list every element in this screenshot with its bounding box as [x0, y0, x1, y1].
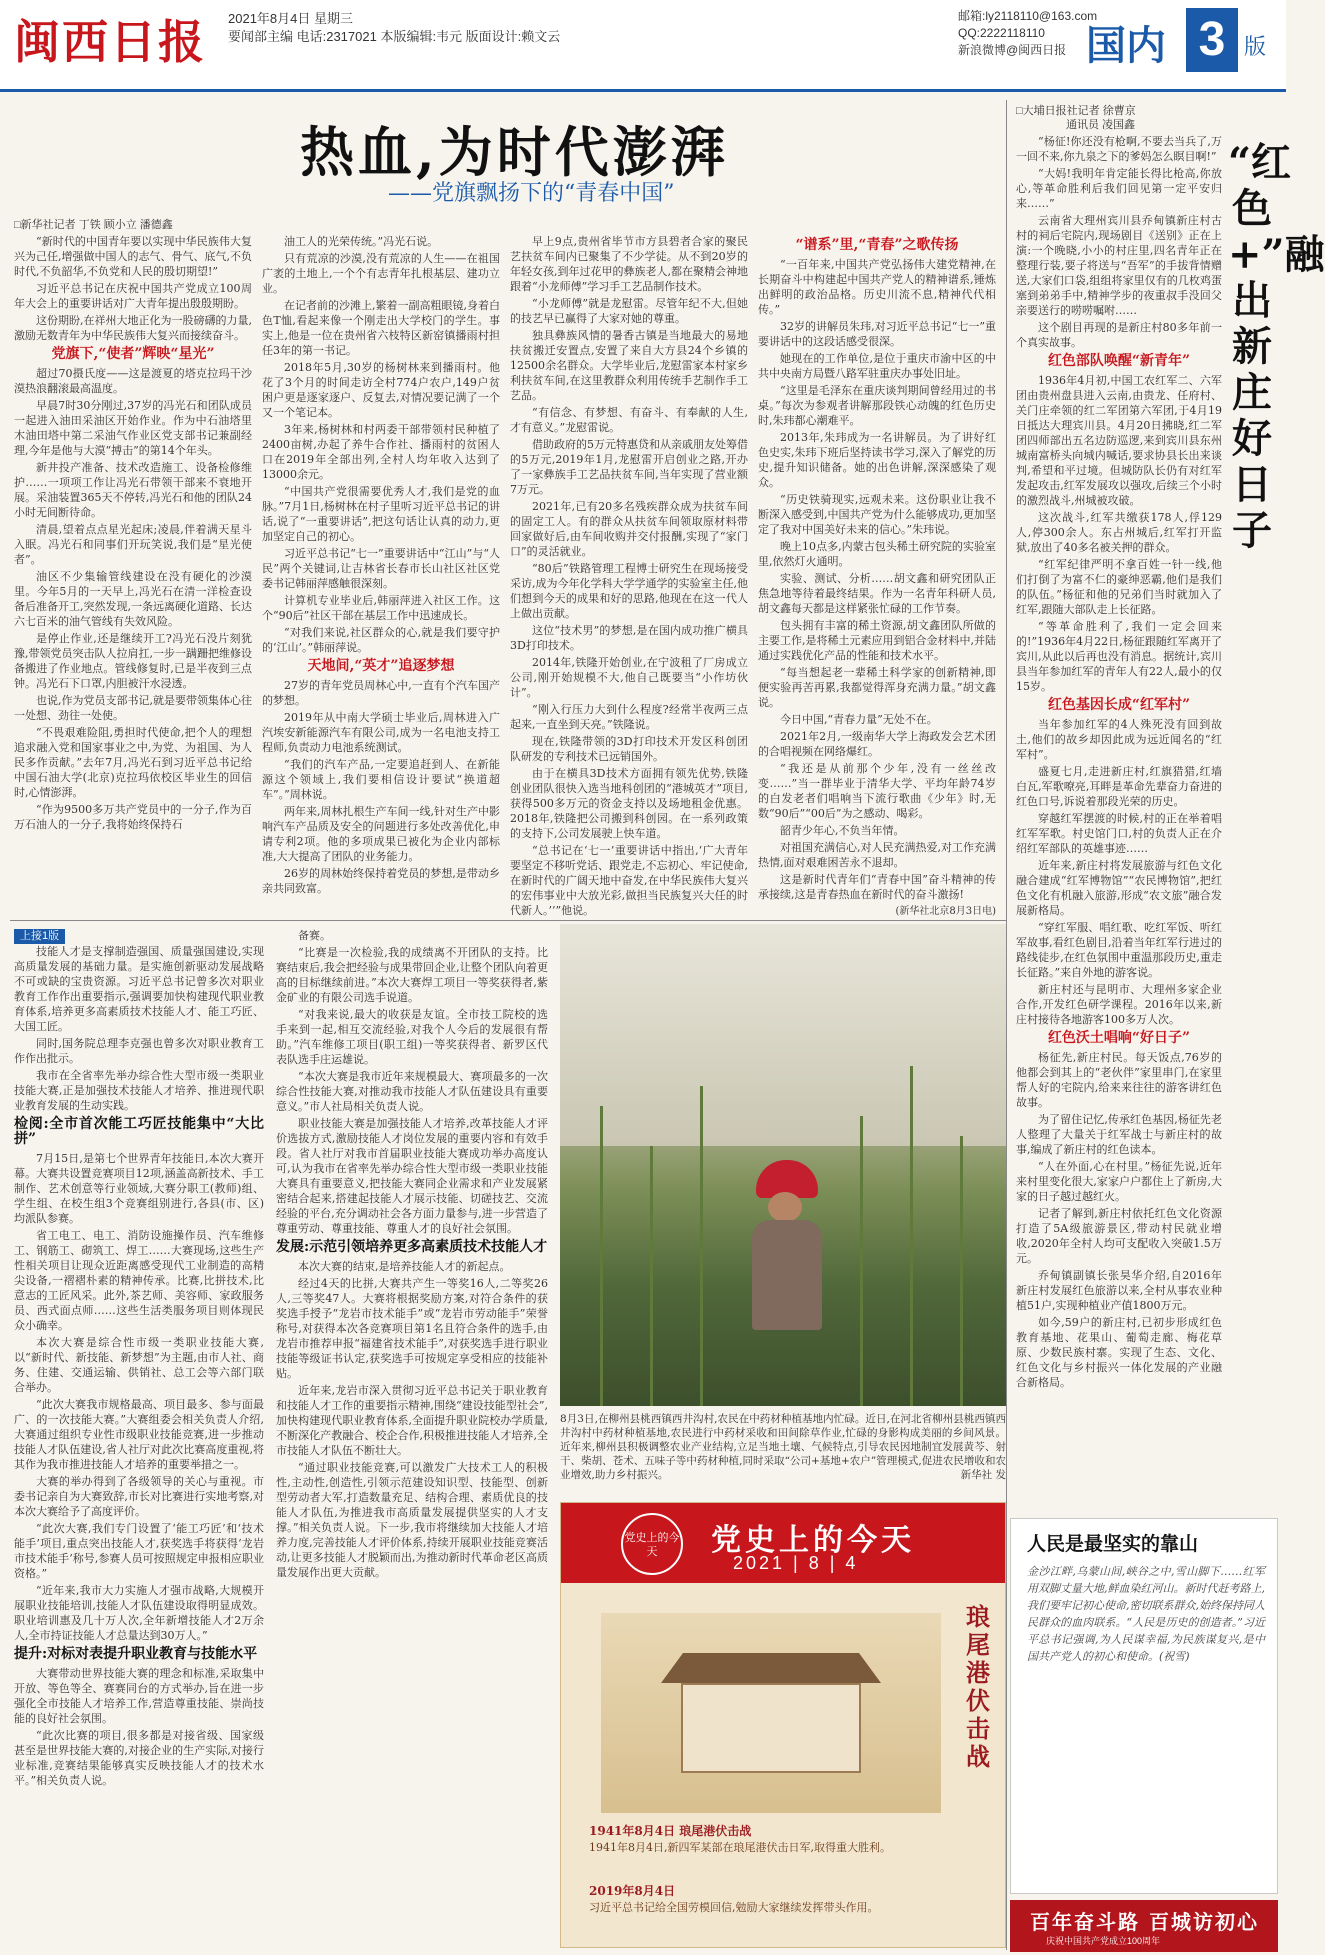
lead-dateline: (新华社北京8月3日电): [895, 906, 996, 917]
lower-subhead-3: 发展:示范引领培养更多高素质技术技能人才: [276, 1239, 548, 1255]
lead-column-1: [14, 234, 252, 924]
divider: [1006, 100, 1007, 1950]
paragraph: 新庄村还与昆明市、大理州多家企业合作,开发红色研学课程。2016年以来,新庄村接待各地游客100多万人次。: [1016, 983, 1222, 1026]
paragraph: “有信念、有梦想、有奋斗、有奉献的人生,才有意义。”龙慰雷说。: [510, 406, 748, 434]
lead-col2-subhead: 天地间,“英才”追逐梦想: [307, 658, 455, 674]
sidebar-subhead-3: 红色沃土唱响“好日子”: [1047, 1030, 1191, 1046]
paragraph: 经过4天的比拼,大赛共产生一等奖16人,二等奖26人,三等奖47人。大赛将根据奖励方案,对符合条件的获奖选手授予“龙岩市技术能手”或“龙岩市劳动能手”荣誉称号,对获得本次各竞赛项目第1名且符合条件的选手,由龙岩市推荐申报“福建省技术能手”,对获奖选手进行职业技能等级证书认定,获奖选手可按规定享受相应的技能补贴。: [276, 1277, 548, 1380]
paragraph: 2014年,铁隆开始创业,在宁波租了厂房成立公司,刚开始规模不大,他自己既要当“小作坊伙计”。: [510, 656, 748, 699]
paragraph: “对我们来说,社区群众的心,就是我们要守护的‘江山’。”韩丽萍说。: [262, 626, 500, 654]
masthead: [0, 0, 1286, 92]
paragraph: 盛夏七月,走进新庄村,红旗猎猎,红墙白瓦,军歌嘹亮,耳畔是革命先辈奋力奋进的红色口号,诉说着那段光荣的历史。: [1016, 765, 1222, 808]
paragraph: 新井投产准备、技术改造施工、设备检修维护……一项项工作让冯光石带领干部来不衰地开展。采油装置365天不停转,冯光石和他的团队24小时无间断待命。: [14, 461, 252, 519]
lead-col4-subhead: “谱系”里,“青春”之歌传扬: [795, 237, 959, 253]
paragraph: “人在外面,心在村里。”杨征先说,近年来村里变化很大,家家户户都住上了新房,大家的日子越过越红火。: [1016, 1160, 1222, 1203]
paragraph: 这次战斗,红军共缴获178人,俘129人,停300余人。东占州城后,红军打开监狱,放出了40多名被关押的群众。: [1016, 511, 1222, 554]
plant-stalk: [700, 1086, 703, 1406]
paragraph: 这位“技术男”的梦想,是在国内成功推广横具3D打印技术。: [510, 624, 748, 652]
history-card-1-title: 1941年8月4日 琅尾港伏击战: [589, 1824, 752, 1838]
page-suffix: 版: [1244, 34, 1267, 59]
history-title: 党史上的今天: [711, 1523, 915, 1558]
paragraph: “穿红军服、唱红歌、吃红军饭、听红军故事,看红色剧目,沿着当年红军行进过的路线徒步,在红色氛围中重温那段历史,重走长征路。”来自外地的游客说。: [1016, 921, 1222, 979]
banner-line-1: 百年奋斗路 百城访初心: [1030, 1910, 1259, 1934]
paragraph: 如今,59户的新庄村,已初步形成红色教育基地、花果山、葡萄走廊、梅花草原、少数民族村寨。实现了生态、文化、红色文化与乡村振兴一体化发展的产业融合新格局。: [1016, 1316, 1222, 1389]
paragraph: 这份期盼,在祥州大地正化为一股磅礴的力量,激励无数青年为中华民族伟大复兴而接续奋斗。: [14, 314, 252, 342]
paragraph: 32岁的讲解员朱玮,对习近平总书记“七一”重要讲话中的这段话感受很深。: [758, 320, 996, 348]
pavilion-wall: [681, 1683, 861, 1773]
sidebar-subhead-2: 红色基因长成“红军村”: [1047, 697, 1191, 713]
paragraph: “这里是毛泽东在重庆谈判期间曾经用过的书桌。”每次为参观者讲解那段铁心动魄的红色历史时,朱玮都心潮难平。: [758, 384, 996, 427]
paragraph: 本次大赛的结束,是培养技能人才的新起点。: [298, 1260, 511, 1273]
lead-column-3: [510, 234, 748, 924]
paragraph: 是停止作业,还是继续开工?冯光石没片刻犹豫,带领党员突击队人拉肩扛,一步一蹒跚把维修设备搬进了作业地点。管线修复时,已是半夜到三点钟。冯光石下口罩,内胆被汗水浸透。: [14, 632, 252, 690]
lead-column-4: [758, 234, 996, 924]
commentary-box: [1010, 1518, 1278, 1894]
paragraph: 3年来,杨树林和村两委干部带领村民种植了2400亩树,办起了养牛合作社、播雨村的贫困人口在2019年全部出列,全村人均年收入达到了13000余元。: [262, 423, 500, 481]
plant-stalk: [650, 1146, 653, 1406]
paragraph: 职业技能大赛是加强技能人才培养,改革技能人才评价选拔方式,激励技能人才岗位发展的重要内容和有效手段。省人社厅对我市首届职业技能大赛成功举办高度认可,认为我市在省率先举办综合性大型市级一类职业技能大赛具有重要意义,把技能大赛同企业需求和产业发展紧密结合起来,搭建起技能人才展示技能、切磋技艺、交流经验的平台,充分调动社会各方面力量参与,进一步营造了尊重劳动、尊重技能、尊重人才的良好社会氛围。: [276, 1117, 548, 1235]
lower-subhead-1: 检阅:全市首次能工巧匠技能集中“大比拼”: [14, 1116, 264, 1147]
page-number: 3: [1186, 8, 1238, 72]
plant-stalk: [910, 1066, 913, 1406]
lower-column-2: [276, 928, 548, 1948]
paragraph: “不畏艰难险阻,勇担时代使命,把个人的理想追求融入党和国家事业之中,为党、为祖国、为人民多作贡献。”去年7月,冯光石到习近平总书记给中国石油大学(北京)克拉玛依校区毕业生的回信时,心情澎湃。: [14, 726, 252, 799]
paragraph: “小龙师傅”就是龙慰雷。尽管年纪不大,但她的技艺早已赢得了大家对她的尊重。: [510, 297, 748, 325]
paragraph: 由于在横具3D技术方面拥有领先优势,铁隆创业团队很快入选当地科创团的“港城英才”项目,获得500多万元的资金支持以及场地租金优惠。2018年,铁隆把公司搬到科创园。在一系列政策的支持下,公司发展驶上快车道。: [510, 767, 748, 840]
paragraph: 近年来,新庄村将发展旅游与红色文化融合建成“红军博物馆”“农民博物馆”,把红色文化有机融入旅游,形成“农文旅”融合发展新格局。: [1016, 859, 1222, 917]
paragraph: 为了留住记忆,传承红色基因,杨征先老人整理了大量关于红军战士与新庄村的故事,编成了新庄村的红色读本。: [1016, 1113, 1222, 1156]
history-vertical-title: 琅尾港伏击战: [966, 1602, 990, 1771]
paragraph: 包头拥有丰富的稀土资源,胡文鑫团队所做的主要工作,是将稀土元素应用到铝合金材料中,并陆通过实践优化产品的性能和技术水平。: [758, 619, 996, 662]
paragraph: 计算机专业毕业后,韩丽萍进入社区工作。这个“90后”社区干部在基层工作中迅速成长。: [262, 594, 500, 622]
paragraph: 乔甸镇副镇长张昊华介绍,自2016年新庄村发展红色旅游以来,全村从事农业种植51户,实现种植业产值1800万元。: [1016, 1269, 1222, 1312]
paragraph: 2013年,朱玮成为一名讲解员。为了讲好红色史实,朱玮下班后坚持读书学习,深入了解党的历史,提升知识储备。她的出色讲解,深深感染了观众。: [758, 431, 996, 489]
paragraph: 我市在全省率先举办综合性大型市级一类职业技能大赛,正是加强技术技能人才培养、推进现代职业教育发展的生动实践。: [14, 1069, 264, 1112]
paragraph: 记者了解到,新庄村依托红色文化资源打造了5A级旅游景区,带动村民就业增收,2020年全村人均可支配收入突破1.5万元。: [1016, 1207, 1222, 1265]
paragraph: “作为9500多万共产党员中的一分子,作为百万石油人的一分子,我将始终保持石: [14, 803, 252, 831]
section-name: 国内: [1086, 24, 1166, 68]
paragraph: 2021年2月,一级南华大学上海政发会艺术团的合唱视频在网络爆红。: [758, 730, 996, 758]
plant-stalk: [600, 1106, 603, 1406]
paragraph: 油工人的光荣传统。”冯光石说。: [284, 235, 439, 248]
sidebar-byline-1: □大埔日报社记者 徐曹京: [1016, 105, 1136, 117]
paragraph: 独具彝族风情的暑香古镇是当地最大的易地扶贫搬迁安置点,安置了来自大方县24个乡镇的12500余名群众。大学毕业后,龙慰雷家本村家乡利扶贫车间,在这里教群众利用传统手艺制作手工艺品。: [510, 329, 748, 402]
paragraph: 也说,作为党员支部书记,就是要带领集体心往一处想、劲往一处使。: [14, 694, 252, 722]
email[interactable]: 邮箱:ly2118110@163.com: [958, 9, 1098, 23]
paragraph: 超过70摄氏度——这是渡夏的塔克拉玛干沙漠热浪翻滚最高温度。: [14, 367, 252, 395]
paragraph: 26岁的周林始终保持着党员的梦想,是带动乡亲共同致富。: [262, 867, 500, 895]
paragraph: 现在,铁隆带领的3D打印技术开发区科创团队研发的专利技术已远销国外。: [510, 735, 748, 763]
pavilion-roof: [661, 1653, 881, 1683]
paragraph: “一百年来,中国共产党弘扬伟大建党精神,在长期奋斗中构建起中国共产党人的精神谱系,锤炼出鲜明的政治品格。历史川流不息,精神代代相传。”: [758, 258, 996, 316]
paragraph: 杨征先,新庄村民。每天饭点,76岁的他都会到其上的“老伙伴”家里串门,在家里帮人好的宅院内,给来来往往的游客讲红色故事。: [1016, 1051, 1222, 1109]
paragraph: 今日中国,“青春力量”无处不在。: [780, 713, 938, 726]
paragraph: “通过职业技能竞赛,可以激发广大技术工人的积极性,主动性,创造性,引领示范建设知识型、技能型、创新型劳动者大军,打造数量充足、结构合理、素质优良的技能人才队伍,为推进我市高质量发展提供坚实的人才支撑。”相关负责人说。下一步,我市将继续加大技能人才培养力度,完善技能人才评价体系,持续开展职业技能竞赛活动,让更多技能人才脱颖而出,为推动新时代革命老区高质量发展作出更大贡献。: [276, 1461, 548, 1579]
paragraph: “本次大赛是我市近年来规模最大、赛项最多的一次综合性技能大赛,对推动我市技能人才队伍建设具有重要意义。”市人社局相关负责人说。: [276, 1070, 548, 1113]
paragraph: “比赛是一次检验,我的成绩离不开团队的支持。比赛结束后,我会把经验与成果带回企业,让整个团队向着更高的目标继续前进。”本次大赛焊工项目一等奖获得者,紫金矿业的有限公司选手说道。: [276, 946, 548, 1004]
photo-sky: [560, 924, 1006, 1146]
lead-col1-subhead: 党旗下,“使者”辉映“星光”: [51, 346, 215, 362]
paragraph: “此次比赛的项目,很多都是对接省级、国家级甚至是世界技能大赛的,对接企业的生产实际,对接行业标准,竞赛结果能够真实反映技能人才的技术水平。”相关负责人说。: [14, 1729, 264, 1787]
paragraph: “80后”铁路管理工程博士研究生在现场接受采访,成为今年化学科大学学通学的实验室主任,他们想到今天的成果和好的思路,他现在在这一代人上做出贡献。: [510, 562, 748, 620]
campaign-banner: [1010, 1900, 1278, 1952]
paragraph: “每当想起老一辈稀土科学家的创新精神,即便实验再苦再累,我都觉得浑身充满力量。”胡文鑫说。: [758, 666, 996, 709]
paragraph: 习近平总书记“七一”重要讲话中“江山”与“人民”两个关键词,让吉林省长春市长山社区社区党委书记韩丽萍感触很深刻。: [262, 547, 500, 590]
commentary-title: 人民是最坚实的靠山: [1027, 1533, 1199, 1555]
paragraph: 早上9点,贵州省毕节市方县碧者合家的聚民艺扶贫车间内已聚集了不少学徒。从不到20岁的年轻女孩,到年过花甲的彝族老人,都在聚精会神地跟着“小龙师傅”学习手工艺品制作技术。: [510, 235, 748, 293]
banner-line-2: 庆祝中国共产党成立100周年: [1046, 1936, 1161, 1946]
paragraph: 晚上10点多,内蒙古包头稀土研究院的实验室里,依然灯火通明。: [758, 540, 996, 568]
paragraph: 大赛的举办得到了各级领导的关心与重视。市委书记亲自为大赛致辞,市长对比赛进行实地考察,对本次大赛给予了高度评价。: [14, 1475, 264, 1518]
commentary-text: 金沙江畔,乌蒙山间,峡谷之中,雪山脚下……红军用双脚丈量大地,鲜血染红河山。新时代赶考路上,我们要牢记初心使命,密切联系群众,始终保持同人民群众的血肉联系。“人民是历史的创造者。”习近平总书记强调,为人民谋幸福,为民族谋复兴,是中国共产党人的初心和使命。(祝雪): [1027, 1565, 1265, 1663]
sidebar-subhead-1: 红色部队唤醒“新青年”: [1047, 353, 1191, 369]
paragraph: 大赛带动世界技能大赛的理念和标准,采取集中开放、等色等全、赛赛同台的方式举办,旨在进一步强化全市技能人才培养工作,营造尊重技能、崇尚技能的良好社会氛围。: [14, 1667, 264, 1725]
farmer-figure: [736, 1160, 832, 1340]
plant-stalk: [960, 1136, 963, 1406]
paragraph: “大妈!我明年肯定能长得比枪高,你放心,等革命胜利后我们回见第一定平安归来……”: [1016, 167, 1222, 210]
paragraph: 2018年5月,30岁的杨树林来到播雨村。他花了3个月的时间走访全村774户农户,149户贫困户更是逐家逐户、反复去,对情况要记满了一个又一个笔记本。: [262, 361, 500, 419]
paragraph: 油区不少集输管线建设在没有硬化的沙漠里。今年5月的一天早上,冯光石在清一洋检查设备后准备开工,突然发现,一条远离硬化道路、长达六七百米的油气管线有失效风险。: [14, 570, 252, 628]
paragraph: “总书记在‘七一’重要讲话中指出,‘广大青年要坚定不移听党话、跟党走,不忘初心、牢记使命,在新时代的广阔天地中奋发,在中华民族伟大复兴的宏伟事业中大放光彩,做担当民族复兴大任的时代新人。’’”他说。: [510, 844, 748, 917]
photo-caption: [560, 1412, 1006, 1482]
history-date: 2021 | 8 | 4: [733, 1553, 859, 1573]
paragraph: 这个剧目再现的是新庄村80多年前一个真实故事。: [1016, 321, 1222, 349]
paragraph: 备赛。: [298, 929, 331, 942]
photo-credit: 新华社 发: [960, 1469, 1006, 1481]
editor-line: 要闻部主编 电话:2317021 本版编辑:韦元 版面设计:赖文云: [228, 29, 561, 44]
masthead-meta: [228, 10, 560, 46]
paragraph: “对我来说,最大的收获是友谊。全市技工院校的选手来到一起,相互交流经验,对我个人今后的发展很有帮助。”汽车维修工项目(职工组)一等奖获得者、新罗区代表队选手庄运雄说。: [276, 1008, 548, 1066]
paragraph: 韶青少年心,不负当年情。: [780, 824, 905, 837]
paragraph: “等革命胜利了,我们一定会回来的!”1936年4月22日,杨征跟随红军离开了宾川,从此以后再也没有消息。据统计,宾川县当年参加红军的青年人有22人,最小的仅15岁。: [1016, 620, 1222, 693]
history-card-1: [589, 1823, 949, 1856]
paragraph: 7月15日,是第七个世界青年技能日,本次大赛开幕。大赛共设置竞赛项目12项,涵盖高新技术、手工制作、艺术创意等行业领域,大赛分职工(教师)组、学生组、在校生组3个竞赛组别进行,各县(市、区)均派队参赛。: [14, 1152, 264, 1225]
paragraph: 早晨7时30分刚过,37岁的冯光石和团队成员一起进入油田采油区开始作业。作为中石油塔里木油田塔中第二采油气作业区党支部书记兼副经理,今年是他与大漠“搏击”的第14个年头。: [14, 399, 252, 457]
pavilion-illustration: [601, 1613, 941, 1813]
contact-info: [958, 8, 1097, 59]
divider: [10, 920, 1006, 921]
paragraph: 当年参加红军的4人殊死没有回到故土,他们的故乡却因此成为远近闻名的“红军村”。: [1016, 718, 1222, 761]
lead-byline: □新华社记者 丁铁 顾小立 潘德鑫: [14, 219, 173, 231]
history-card-1-text: 1941年8月4日,新四军某部在琅尾港伏击日军,取得重大胜利。: [589, 1841, 891, 1854]
continued-label: 上接1版: [14, 929, 65, 944]
history-panel: [560, 1502, 1006, 1948]
lead-subheadline: ——党旗飘扬下的“青春中国”: [388, 181, 675, 206]
paragraph: 2019年从中南大学硕士毕业后,周林进入广汽埃安新能源汽车有限公司,成为一名电池支持工程师,负责动力电池系统测试。: [262, 711, 500, 754]
lower-subhead-2: 提升:对标对表提升职业教育与技能水平: [14, 1646, 258, 1662]
paragraph: 穿越红军摆渡的时候,村的正在举着唱红军军歌。村史馆门口,村的负责人正在介绍红军部队的英雄事迹……: [1016, 812, 1222, 855]
paragraph: “此次大赛我市规格最高、项目最多、参与面最广、的一次技能大赛。”大赛组委会相关负责人介绍,大赛通过组织专业性市级职业技能竞赛,进一步推动技能人才队伍建设,省人社厅对此次比赛高度重视,将其作为我市推进技能人才培养的重要举措之一。: [14, 1398, 264, 1471]
lead-headline: 热血,为时代澎湃: [300, 120, 729, 184]
paragraph: 清晨,望着点点星光起床;凌晨,伴着满天星斗入眠。冯光石和同事们开玩笑说,我们是“星光使者”。: [14, 523, 252, 566]
lower-column-1: [14, 928, 264, 1948]
paragraph: “近年来,我市大力实施人才强市战略,大规模开展职业技能培训,技能人才队伍建设取得明显成效。职业培训惠及几十万人次,全年新增技能人才2万余人,全市持证技能人才总量达到30万人。”: [14, 1584, 264, 1642]
newspaper-logo: 闽西日报: [14, 15, 206, 69]
paragraph: 技能人才是支撑制造强国、质量强国建设,实现高质量发展的基础力量。是实施创新驱动发展战略不可或缺的宝贵资源。习近平总书记曾多次对职业教育工作作出重要指示,强调要加快构建现代职业教育体系,培养更多高素质技术技能人才、能工巧匠、大国工匠。: [14, 945, 264, 1033]
face: [768, 1192, 802, 1222]
weibo: 新浪微博@闽西日报: [958, 43, 1067, 57]
plant-stalk: [860, 1116, 863, 1406]
paragraph: “中国共产党很需要优秀人才,我们是党的血脉。”7月1日,杨树林在村子里听习近平总书记的讲话,说了“一重要讲话”,把这句话让认真的动力,更加坚定自己的初心。: [262, 485, 500, 543]
paragraph: 两年来,周林扎根生产车间一线,针对生产中影响汽车产品质及安全的问题进行多处改善优化,申请专利2项。他的多项成果已被化为企业内部标准,大大提高了团队的业务能力。: [262, 805, 500, 863]
paragraph: “新时代的中国青年要以实现中华民族伟大复兴为己任,增强做中国人的志气、骨气、底气,不负时代,不负韶华,不负党和人民的殷切期望!”: [14, 235, 252, 278]
paragraph: 在记者前的沙滩上,繁着一副高粗眼镜,身着白色T恤,看起来像一个刚走出大学校门的学生。事实上,他是一位在贵州省六枝特区新窑镇播雨村担任3年的第一书记。: [262, 299, 500, 357]
paragraph: 借助政府的5万元特惠贷和从亲戚朋友处筹借的5万元,2019年1月,龙慰雷开启创业之路,开办了一家彝族手工艺品扶贫车间,当年实现了营业额7万元。: [510, 438, 748, 496]
history-header: [561, 1503, 1005, 1583]
history-badge: 党史上的今天: [621, 1513, 683, 1575]
paragraph: 只有荒凉的沙漠,没有荒凉的人生——在祖国广袤的土地上,一个个有志青年扎根基层、建功立业。: [262, 252, 500, 295]
paragraph: “历史铁骑现实,远观未来。这份职业让我不断深入感受到,中国共产党为什么能够成功,更加坚定了我对中国美好未来的信心。”朱玮说。: [758, 493, 996, 536]
news-photo: [560, 924, 1006, 1406]
paragraph: 对祖国充满信心,对人民充满热爱,对工作充满热情,面对艰难困苦永不退却。: [758, 841, 996, 869]
qq: QQ:2222118110: [958, 26, 1045, 40]
paragraph: 27岁的青年党员周林心中,一直有个汽车国产的梦想。: [262, 679, 500, 707]
paragraph: 这是新时代青年们“青春中国”奋斗精神的传承接续,这是青春热血在新时代的奋斗激扬!: [758, 873, 996, 901]
paragraph: 近年来,龙岩市深入贯彻习近平总书记关于职业教育和技能人才工作的重要指示精神,围绕“建设技能型社会”,加快构建现代职业教育体系,全面提升职业院校办学质量,不断深化产教融合、校企合作,积极推进技能人才培养,全市技能人才队伍不断壮大。: [276, 1384, 548, 1457]
paragraph: “刚入行压力大到什么程度?经常半夜两三点起来,一直坐到天亮。”铁隆说。: [510, 703, 748, 731]
paragraph: 本次大赛是综合性市级一类职业技能大赛,以“新时代、新技能、新梦想”为主题,由市人社、商务、住建、交通运输、供销社、总工会等六部门联合举办。: [14, 1336, 264, 1394]
history-card-2-title: 2019年8月4日: [589, 1884, 676, 1898]
paragraph: “此次大赛,我们专门设置了‘能工巧匠’和‘技术能手’项目,重点突出技能人才,获奖选手将获得‘龙岩市技术能手’称号,参赛人员可按照规定申报相应职业资格。”: [14, 1522, 264, 1580]
sidebar-byline-2: 通讯员 凌国鑫: [1066, 119, 1136, 131]
paragraph: 实验、测试、分析……胡文鑫和研究团队正焦急地等待着最终结果。作为一名青年科研人员,胡文鑫每天都是这样紧张忙碌的工作节奏。: [758, 572, 996, 615]
paragraph: “我们的汽车产品,一定要追赶到人、在新能源这个领域上,我们要相信设计要试“换道超车”。”周林说。: [262, 758, 500, 801]
paragraph: “杨征!你还没有枪啊,不要去当兵了,万一回不来,你九泉之下的爹妈怎么瞑目啊!”: [1016, 135, 1222, 163]
history-card-2: [589, 1883, 949, 1916]
paragraph: 省工电工、电工、消防设施操作员、汽车维修工、钢筋工、砌筑工、焊工……大赛现场,这些生产性相关项目让现众近距离感受现代工业制造的高精尖设备,一褶褶朴素的精神传承。比赛,比拼技术,比意志的工匠风采。此外,茶艺师、美容师、家政服务员、西式面点师……这些生活类服务项目则体现民众小确幸。: [14, 1229, 264, 1332]
photo-caption-text: 8月3日,在柳州县桃西镇西井沟村,农民在中药材种植基地内忙碌。近日,在河北省柳州县桃西镇西井沟村中药材种植基地,农民进行中药材采收和田间除草作业,忙碌的身影构成美丽的乡间风景。近年来,柳州县积极调整农业产业结构,立足当地土壤、气候特点,引导农民因地制宜发展黄芩、射干、柴胡、苍术、五味子等中药材种植,同时采取“公司+基地+农户”管理模式,促进农民增收和农业增效,助力乡村振兴。: [560, 1413, 1006, 1481]
paragraph: 云南省大理州宾川县乔甸镇新庄村古村的祠后宅院内,现场剧目《送别》正在上演:一个晚晓,小小的村庄里,四名青年正在整理行装,要子将送与“吾军”的手拔背情赠送,大家们口袋,组组将家里仅有的几枚鸡蛋塞到弟弟手中,精神学步的夜重叔手没回父亲要送行的唠唠嘱咐……: [1016, 214, 1222, 317]
paragraph: 同时,国务院总理李克强也曾多次对职业教育工作作出批示。: [14, 1037, 264, 1065]
paragraph: 她现在的工作单位,是位于重庆市渝中区的中共中央南方局暨八路军驻重庆办事处旧址。: [758, 352, 996, 380]
paragraph: 1936年4月初,中国工农红军二、六军团由贵州盘县进入云南,由贵龙、任府村、关门庄牵领的红二军团第六军团,于4月19日抵达大理宾川县。4月20日拂晓,红二军团四师部出五名边防巡逻,来到宾川县东州城南富桥头向城内喊话,要求协县长出来谈判,希望和平过境。但城防队长仍有对红军发起攻击,红军发展攻以强攻,后续三个小时的激烈战斗,州城被攻破。: [1016, 374, 1222, 507]
shirt: [752, 1220, 822, 1330]
paragraph: “我还是从前那个少年,没有一丝丝改变……”当一群毕业于清华大学、平均年龄74岁的白发老者们唱响当下流行歌曲《少年》时,无数“90后”“00后”为之感动、喝彩。: [758, 762, 996, 820]
lead-column-2: [262, 234, 500, 924]
sidebar-body: [1016, 134, 1222, 1504]
paragraph: “红军纪律严明不拿百姓一针一线,他们打倒了为富不仁的豪绅恶霸,他们是我们的队伍。”杨征和他的兄弟们当时就加入了红军,跟随大部队走上长征路。: [1016, 558, 1222, 616]
history-card-2-text: 习近平总书记给全国劳模回信,勉励大家继续发挥带头作用。: [589, 1901, 879, 1914]
date-line: 2021年8月4日 星期三: [228, 11, 353, 26]
paragraph: 习近平总书记在庆祝中国共产党成立100周年大会上的重要讲话对广大青年提出殷殷期盼。: [14, 282, 252, 310]
paragraph: 2021年,已有20多名残疾群众成为扶贫车间的固定工人。有的群众从扶贫车间领取原材料带回家做好后,由车间收购并交付报酬,实现了“家门口”的灵活就业。: [510, 500, 748, 558]
sidebar-title: “红色+”融出新庄好日子: [1228, 139, 1325, 554]
